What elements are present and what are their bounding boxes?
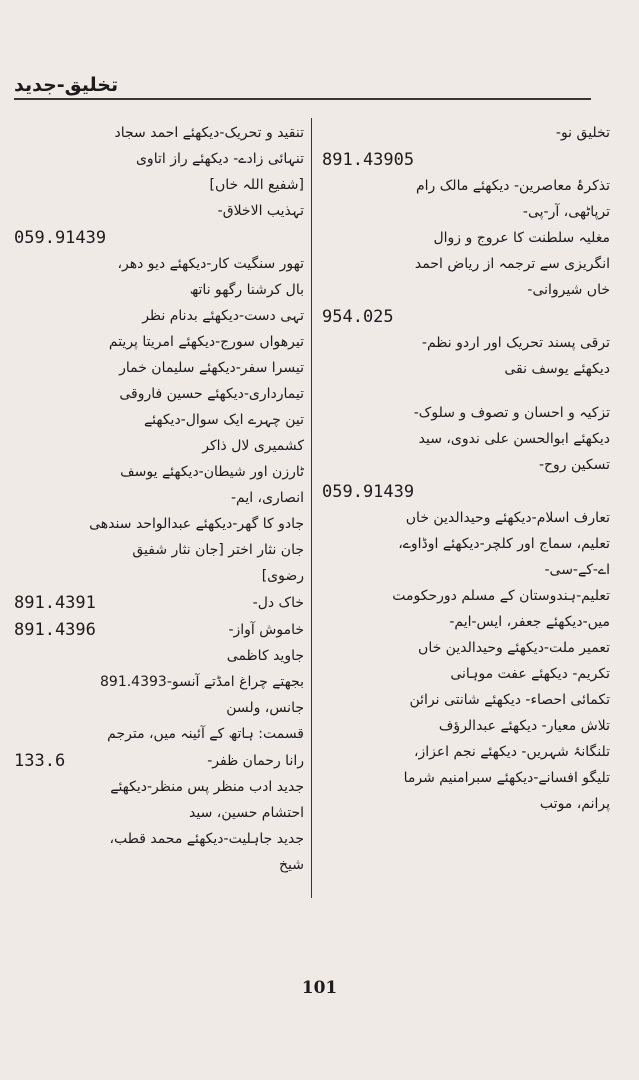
index-entry: دیکھئے یوسف نقی <box>504 361 610 377</box>
index-entry: تہذیب الاخلاق- <box>217 203 304 219</box>
index-entry: جان نثار اختر [جان نثار شفیق <box>132 542 304 558</box>
classification-number: 954.025 <box>322 307 394 327</box>
index-entry: ترپاٹھی، آر-پی- <box>522 204 610 220</box>
index-entry: دیکھئے ابوالحسن علی ندوی، سید <box>418 431 610 447</box>
index-entry: انصاری، ایم- <box>230 490 304 506</box>
index-entry: تکمائی احصاء- دیکھئے شانتی نرائن <box>409 692 610 708</box>
column-divider <box>311 118 312 898</box>
index-entry: [شفیع اللہ خاں] <box>209 177 304 193</box>
entry-title: خاموش آواز- <box>228 622 304 638</box>
index-entry: تذکرۂ معاصرین- دیکھئے مالک رام <box>416 178 610 194</box>
index-entry: بجھتے چراغ امڈتے آنسو-891.4393 <box>100 674 304 690</box>
index-entry: تخلیق نو- <box>555 125 610 141</box>
index-entry: ٹارزن اور شیطان-دیکھئے یوسف <box>120 464 304 480</box>
index-entry: تکریم- دیکھئے عفت موہانی <box>450 666 610 682</box>
right-column <box>322 122 610 819</box>
classification-number: 891.43905 <box>322 150 415 170</box>
index-entry: تین چہرے ایک سوال-دیکھئے <box>143 412 304 428</box>
header-rule <box>14 98 591 100</box>
classification-number: 059.91439 <box>322 482 415 502</box>
index-entry: تلیگو افسانے-دیکھئے سبرامنیم شرما <box>403 770 610 786</box>
index-entry: جدید جاہلیت-دیکھئے محمد قطب، <box>109 831 304 847</box>
index-entry: تیمارداری-دیکھئے حسین فاروقی <box>119 386 304 402</box>
index-entry: احتشام حسین، سید <box>189 805 304 821</box>
index-entry: پرانم، موتب <box>539 796 610 812</box>
index-entry: تیسرا سفر-دیکھئے سلیمان خمار <box>119 360 304 376</box>
index-entry: تلنگانۂ شہریں- دیکھئے نجم اعزاز، <box>413 744 610 760</box>
index-entry: رضوی] <box>261 568 304 584</box>
index-entry: تعلیم، سماج اور کلچر-دیکھئے اوڈاوے، <box>398 536 610 552</box>
running-head: تخلیق-جدید <box>14 74 119 96</box>
entry-title: رانا رحمان ظفر- <box>207 753 304 769</box>
index-entry: تلاش معیار- دیکھئے عبدالرؤف <box>438 718 610 734</box>
index-entry <box>14 591 304 615</box>
index-entry: تنہائی زادے- دیکھئے راز اتاوی <box>135 151 304 167</box>
classification-number: 059.91439 <box>14 228 107 248</box>
index-entry: بال کرشنا رگھو ناتھ <box>189 282 304 298</box>
index-entry: تیرھواں سورج-دیکھئے امریتا پریتم <box>108 334 304 350</box>
index-entry: تعارف اسلام-دیکھئے وحیدالدین خاں <box>405 510 610 526</box>
index-entry: اے-کے-سی- <box>544 562 610 578</box>
index-entry: جانس، ولسن <box>226 700 304 716</box>
classification-number: 133.6 <box>14 751 66 771</box>
index-entry <box>14 618 304 642</box>
index-entry: انگریزی سے ترجمہ از ریاض احمد <box>414 256 610 272</box>
entry-title: خاک دل- <box>252 595 304 611</box>
index-entry: تہی دست-دیکھئے بدنام نظر <box>142 308 304 324</box>
left-column <box>14 122 304 880</box>
classification-number: 891.4391 <box>14 593 96 613</box>
index-entry: جاوید کاظمی <box>226 648 304 664</box>
index-entry: خاں شیروانی- <box>527 282 610 298</box>
index-entry: قسمت: ہاتھ کے آئینہ میں، مترجم <box>107 726 304 742</box>
index-entry: تنقید و تحریک-دیکھئے احمد سجاد <box>114 125 304 141</box>
index-entry: تسکین روح- <box>538 457 610 473</box>
index-entry: تزکیہ و احسان و تصوف و سلوک- <box>413 405 610 421</box>
index-entry: جدید ادب منظر پس منظر-دیکھئے <box>110 779 304 795</box>
page-number: 101 <box>301 978 338 998</box>
index-entry: جادو کا گھر-دیکھئے عبدالواحد سندھی <box>89 516 304 532</box>
entry-gap <box>322 384 610 402</box>
index-entry: مغلیہ سلطنت کا عروج و زوال <box>433 230 610 246</box>
index-entry: تھور سنگیت کار-دیکھئے دیو دھر، <box>117 256 304 272</box>
index-entry: کشمیری لال ذاکر <box>202 438 304 454</box>
classification-number: 891.4396 <box>14 620 96 640</box>
index-entry: ترقی پسند تحریک اور اردو نظم- <box>421 335 610 351</box>
index-entry <box>14 749 304 773</box>
index-entry: تعلیم-ہندوستان کے مسلم دورحکومت <box>392 588 610 604</box>
index-entry: تعمیر ملت-دیکھئے وحیدالدین خاں <box>418 640 610 656</box>
index-entry: شیخ <box>279 857 304 873</box>
index-entry: میں-دیکھئے جعفر، ایس-ایم- <box>449 614 610 630</box>
